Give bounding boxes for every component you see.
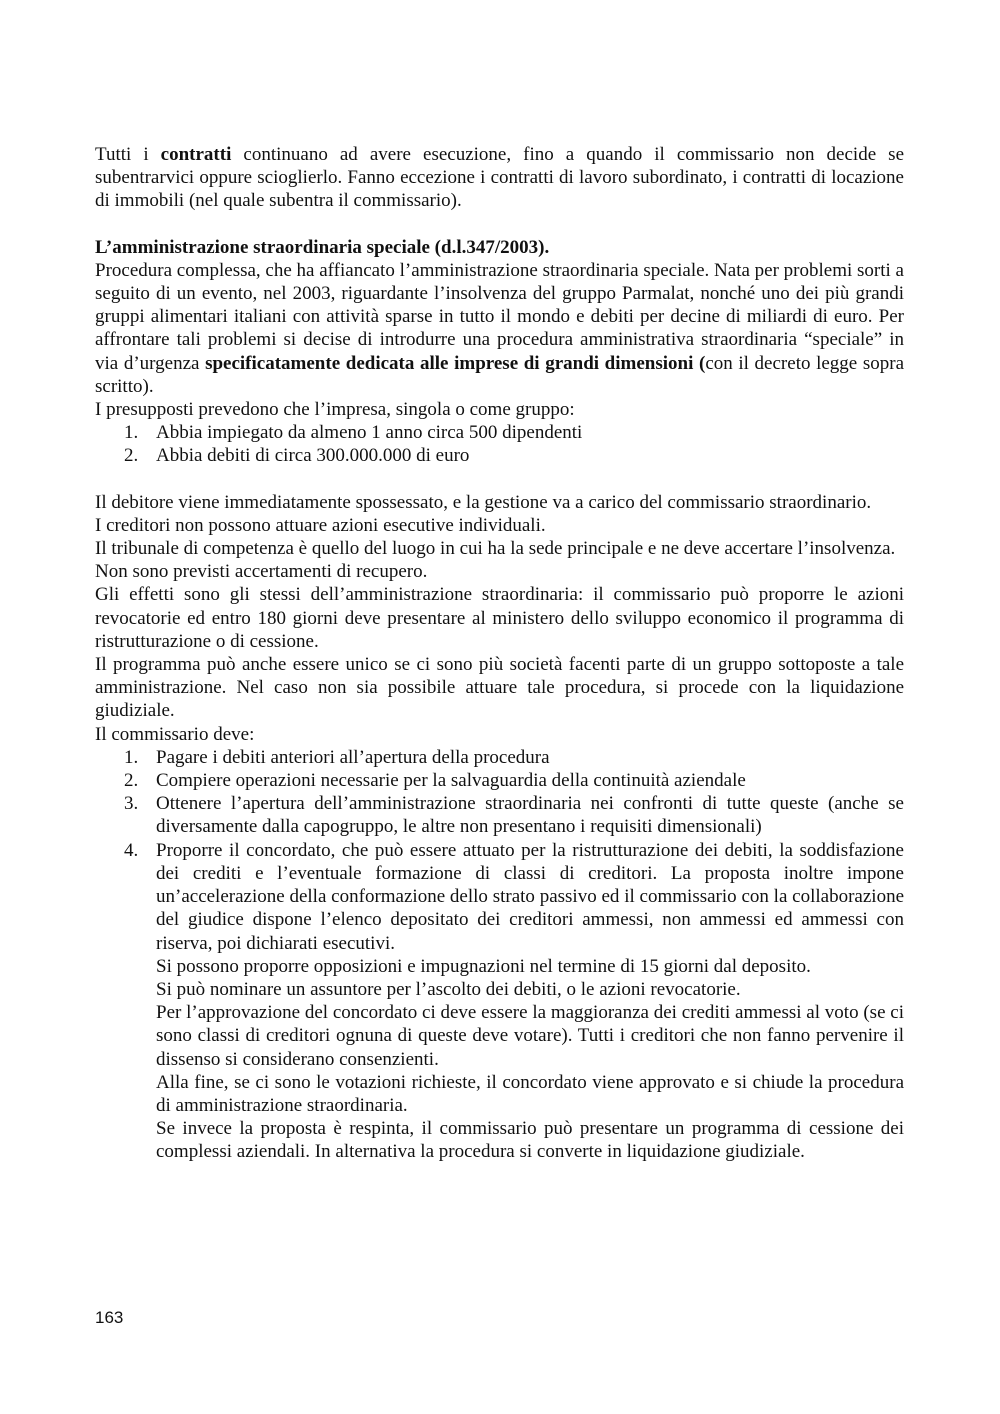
text-run: con il decreto legge sopra scritto). — [95, 352, 905, 397]
blank-line — [95, 468, 904, 491]
page-content — [95, 143, 904, 1164]
list-subparagraph: Si può nominare un assuntore per l’ascolto dei debiti, o le azioni revocatorie. — [156, 978, 741, 1000]
paragraph-effects: Gli effetti sono gli stessi dell’amministrazione straordinaria: il commissario può proporre le azioni revocatorie ed entro 180 giorni deve presentare al ministero dello sviluppo economico il programma di ristrutturazione o di cessione. — [95, 584, 904, 652]
paragraph-court: Il tribunale di competenza è quello del luogo in cui ha la sede principale e ne deve accertare l’insolvenza. — [95, 538, 896, 560]
text-run: Tutti i — [95, 144, 161, 165]
list-number: 4. — [124, 839, 139, 861]
paragraph-assessments: Non sono previsti accertamenti di recupero. — [95, 561, 428, 583]
list-item — [95, 792, 904, 838]
page-number: 163 — [95, 1308, 124, 1327]
list-item — [95, 746, 904, 769]
list-subparagraph: Per l’approvazione del concordato ci deve essere la maggioranza dei crediti ammessi al voto (se ci sono classi di creditori ognuna di queste deve votare). Tutti i creditori che non fanno pervenire il dissenso si considerano consenzienti. — [156, 1002, 904, 1070]
list-number: 1. — [124, 746, 139, 768]
list-item — [95, 444, 904, 467]
list-item-text: Pagare i debiti anteriori all’apertura della procedura — [156, 746, 550, 768]
list-item-text: Proporre il concordato, che può essere attuato per la ristrutturazione dei debiti, la soddisfazione dei crediti e l’eventuale formazione di classi di creditori. La proposta inoltre impone un’accelerazione della conformazione dello strato passivo ed il commissario con la collaborazione del giudice dispone l’elenco depositato dei creditori ammessi, non ammessi ed ammessi con riserva, poi dichiarati esecutivi. — [156, 839, 904, 954]
list-item — [95, 421, 904, 444]
list-number: 1. — [124, 422, 139, 444]
paragraph-creditors: I creditori non possono attuare azioni esecutive individuali. — [95, 514, 546, 536]
list-item-text: Compiere operazioni necessarie per la salvaguardia della continuità aziendale — [156, 770, 746, 792]
commissioner-duties-list — [95, 746, 904, 1164]
heading-text: L’amministrazione straordinaria speciale (d.l.347/2003). — [95, 236, 550, 258]
list-subparagraph: Se invece la proposta è respinta, il commissario può presentare un programma di cessione dei complessi aziendali. In alternativa la procedura si converte in liquidazione giudiziale. — [156, 1118, 904, 1163]
list-item — [95, 769, 904, 792]
paragraph-procedure — [95, 259, 904, 398]
list-subparagraph: Alla fine, se ci sono le votazioni richieste, il concordato viene approvato e si chiude la procedura di amministrazione straordinaria. — [156, 1071, 904, 1116]
paragraph-commissioner: Il commissario deve: — [95, 723, 255, 745]
paragraph-contracts — [95, 143, 904, 213]
blank-line — [95, 213, 904, 236]
list-number: 2. — [124, 445, 139, 467]
list-item-text: Abbia debiti di circa 300.000.000 di euro — [156, 445, 470, 467]
list-item — [95, 839, 904, 1164]
bold-phrase: specificatamente dedicata alle imprese di grandi dimensioni ( — [205, 352, 706, 374]
list-item-text: Ottenere l’apertura dell’amministrazione straordinaria nei confronti di tutte queste (anche se diversamente dalla capogruppo, le altre non presentano i requisiti dimensionali) — [156, 793, 904, 838]
text-run: Procedura complessa, che ha affiancato l’amministrazione straordinaria speciale. Nata per problemi sorti a seguito di un evento, nel 2003, riguardante l’insolvenza del gruppo Parmalat, nonché uno dei più grandi gruppi alimentari italiani con attività sparse in tutto il mondo e debiti per decine di miliardi di euro. Per affrontare tali problemi si decise di introdurre una procedura amministrativa straordinaria “speciale” in via d’urgenza — [95, 259, 904, 374]
list-number: 3. — [124, 793, 139, 815]
paragraph-program: Il programma può anche essere unico se ci sono più società facenti parte di un gruppo sottoposte a tale amministrazione. Nel caso non sia possibile attuare tale procedura, si procede con la liquidazione giudiziale. — [95, 654, 904, 722]
paragraph-debtor: Il debitore viene immediatamente spossessato, e la gestione va a carico del commissario straordinario. — [95, 491, 872, 513]
section-heading — [95, 236, 904, 259]
list-item-text: Abbia impiegato da almeno 1 anno circa 500 dipendenti — [156, 422, 583, 444]
paragraph-prerequisites: I presupposti prevedono che l’impresa, singola o come gruppo: — [95, 399, 575, 421]
prerequisites-list — [95, 421, 904, 467]
list-number: 2. — [124, 770, 139, 792]
bold-term: contratti — [160, 144, 232, 165]
list-subparagraph: Si possono proporre opposizioni e impugnazioni nel termine di 15 giorni dal deposito. — [156, 955, 811, 977]
text-run: continuano ad avere esecuzione, fino a quando il commissario non decide se subentrarvici oppure scioglierlo. Fanno eccezione i contratti di lavoro subordinato, i contratti di locazione di immobili (nel quale subentra il commissario). — [95, 144, 904, 212]
